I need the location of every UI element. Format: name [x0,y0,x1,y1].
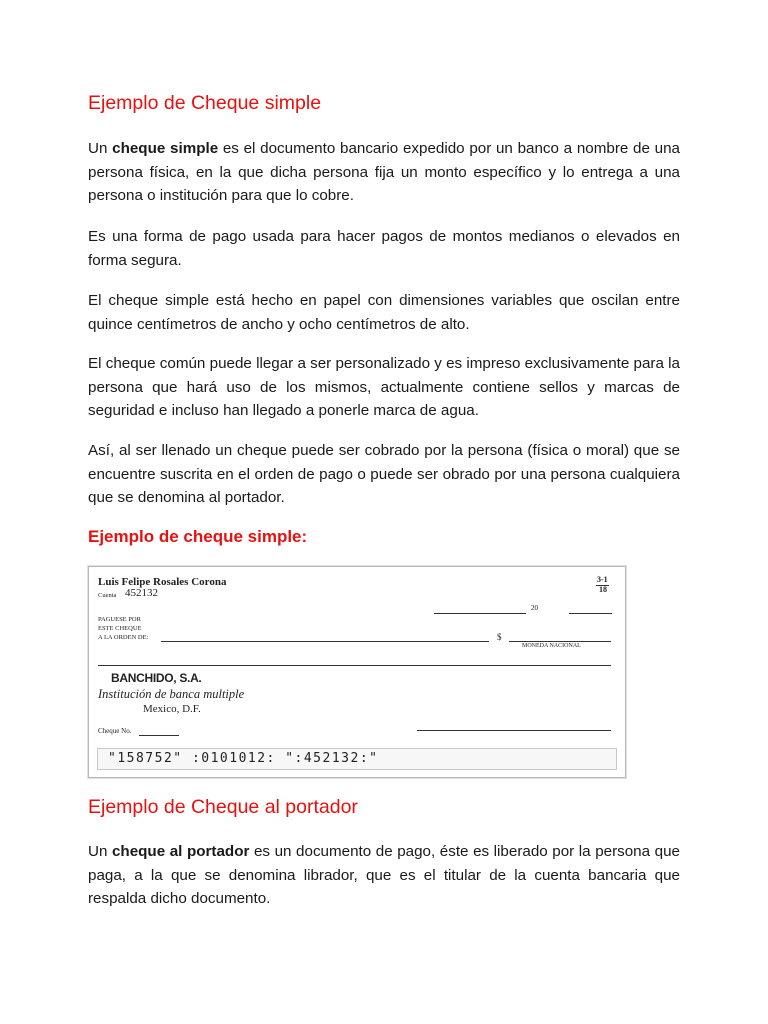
cheque-number-line [139,735,179,736]
p1-bold-term: cheque simple [112,140,219,157]
p6-text-start: Un [88,843,112,860]
paragraph-definition [88,137,680,208]
cheque-holder-name: Luis Felipe Rosales Corona [98,576,227,588]
p6-bold-term: cheque al portador [111,843,250,860]
p1-text-end: es el documento bancario expedido por un banco a nombre de una persona física, en la que dicha persona fija un monto específico y lo entrega a una persona o institución para que lo cobre. [88,140,680,204]
cheque-code-top: 3-1 [597,575,608,584]
paragraph-personalized: El cheque común puede llegar a ser personalizado y es impreso exclusivamente para la persona que hará uso de los mismos, actualmente contiene sellos y marcas de seguridad e incluso han llegado a ponerle marca de agua. [88,355,680,419]
paragraph-collection: Así, al ser llenado un cheque puede ser cobrado por la persona (física o moral) que se encuentre suscrita en el orden de pago o puede ser obrado por una persona cualquiera que se denomina al portador. [88,442,680,506]
bank-name: BANCHIDO, S.A. [111,671,202,685]
micr-code: "158752" :0101012: ":452132:" [108,751,379,766]
paragraph-dimensions: El cheque simple está hecho en papel con dimensiones variables que oscilan entre quince centímetros de ancho y ocho centímetros de alto. [88,292,680,333]
cheque-code-bottom: 18 [599,585,607,594]
bank-city: Mexico, D.F. [143,703,201,715]
paragraph-portador [88,840,680,911]
cheque-account-number: 452132 [125,587,158,599]
heading-cheque-example: Ejemplo de cheque simple: [88,527,308,546]
bank-type: Institución de banca multiple [98,687,245,701]
payee-line [161,641,489,642]
heading-cheque-simple: Ejemplo de Cheque simple [88,92,322,114]
heading-cheque-portador: Ejemplo de Cheque al portador [88,796,358,818]
amount-in-words-line [98,665,611,666]
cheque-account-label: Cuenta [98,592,117,599]
p6-text-end: es un documento de pago, éste es liberado por la persona que paga, a la que se denomina librador, que es el titular de la cuenta bancaria que respalda dicho documento. [88,843,680,907]
date-line [434,613,526,614]
micr-band [97,748,617,770]
signature-line [417,730,611,731]
cheque-year-prefix: 20 [531,604,538,612]
currency-label: MONEDA NACIONAL [522,643,581,649]
cheque-example-image [88,566,626,778]
paragraph-payment-form: Es una forma de pago usada para hacer pagos de montos medianos o elevados en forma segura. [88,228,680,269]
p1-text-start: Un [88,140,113,157]
amount-line [509,641,611,642]
currency-symbol: $ [497,632,502,642]
pay-label-3: A LA ORDEN DE: [98,634,149,641]
year-line [569,613,612,614]
pay-label-1: PAGUESE POR [98,616,141,623]
pay-label-2: ESTE CHEQUE [98,625,142,632]
cheque-number-label: Cheque No. [98,727,132,735]
